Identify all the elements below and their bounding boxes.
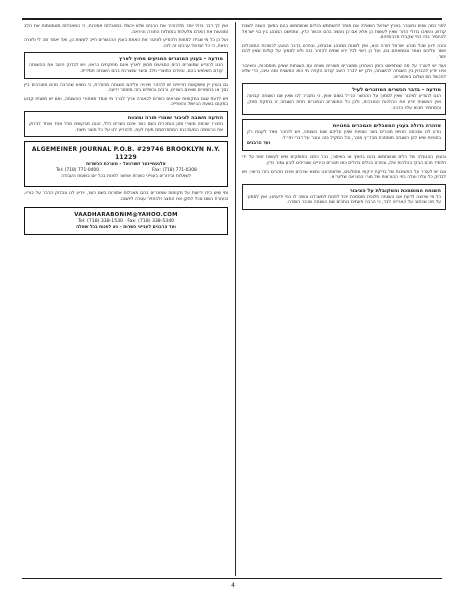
notice-text: הננו להודיע לציבור שאין לסמוך על ההכשר הנ״ל בשום אופן, כי נתברר לנו שאין שם השגחה קבועה ואין המשגיח יודע את ההלכות הנצרכות, ולכן כל המוצרים הנמכרים תחת השגחה זו בחזקת ספק, והמחמיר תבוא עליו ברכה. xyxy=(247,94,441,111)
column-divider xyxy=(235,22,236,576)
supervision-heading: השגחה המוסמכת והמקובלת על הציבור xyxy=(349,187,441,194)
article-paragraph: ואין לך דבר גדול יותר מלהזהיר את הרבים שלא יכשלו במאכלות אסורות, כי המאכלות מטמטמות את הלב ומונעות את האדם מלעלות במעלות התורה והיראה. xyxy=(24,24,228,35)
announcement-heading: הודעה חשובה לציבור שומרי תורה ומצוות xyxy=(127,114,223,121)
top-rule xyxy=(22,18,442,20)
notice-text: הננו להודיע שמוצרים רבים המגיעים מחוץ לארץ אינם מפוקחים כראוי, ויש לבדוק היטב את ההשגחה קודם השימוש בהם, ובפרט במוצרי חלב ובשר שנצרכת בהם השגחה תמידית. xyxy=(29,63,223,74)
signature: ועד הרבנים xyxy=(247,141,271,147)
bottom-rule xyxy=(22,578,442,579)
article-paragraph: לפני כמה שנים נתעורר בארץ ישראל השאלה אם מותר להשתמש בכלים שנשתמשו בהם במשך השנה לשבת קודש, והשיבו גדולי הדור שאין לעשות כן אלא אם כן נעשה בהם הכשר כדין, ונתפשט המנהג בין בני ישראל להחמיר בזה כפי שקבלו מרבותיהם. xyxy=(242,24,446,41)
article-paragraph: ובענין ההגעלה של כלים שנשתמשו בהם בחמץ או באיסור, כבר כתבו הפוסקים שיש לעשות זאת על ידי תלמיד חכם הבקי בהלכות אלו, ובפרט בכלים גדולים כמו תנורים וכיריים שצריכים ליבון גמור כדין. xyxy=(242,155,446,166)
right-column xyxy=(242,24,446,214)
article-paragraph: והנה ידוע שכל מנהג ישראל תורה הוא, ואין לשנות ממנהג אבותינו, ובפרט בדבר הנוגע לכשרות המאכלים אשר עליהם נאמר ונטמאתם בם, ועל כן ראוי לכל ירא שמים להזהר בזה ולא לסמוך על קולות שאין להם יסוד. xyxy=(242,43,446,60)
warning-text: נודע לנו שבכמה חנויות מוכרים בשר ועופות שאין עליהם שום השגחה, ויש להזהר מאד לקנות רק בחנויות שיש להן השגחה מוסמכת מבד״ץ מוכר, וכל המקיל בזה עובר על דברי חז״ל. xyxy=(247,130,441,141)
ad-subtitle: אלגעמיינער זשורנאל – מערכת הכשרות xyxy=(86,162,166,168)
notice-box xyxy=(242,83,446,115)
article-paragraph: ועוד יש לעורר על מה שנתפשט בזמן האחרון שמוכרים מוצרים שונים עם השגחות שאינן מוסמכות, והציבור אינו יודע להבחין בין השגחה להשגחה, ולכן יש לברר היטב קודם הקניה מי הוא המשגיח ומה טיבו, כדי שלא להכשל חס ושלום באיסורים. xyxy=(242,63,446,80)
announcement-box xyxy=(24,111,228,137)
vaad-ad xyxy=(24,207,228,236)
warning-box xyxy=(242,119,446,151)
ad-contact-line: Tel: (718) 338-1530 · Fax: (718) 338-5340 xyxy=(77,218,175,224)
warning-heading: אזהרה גדולה בענין המאכלים הנמכרים בחנויות xyxy=(332,123,441,130)
ad-fax: Fax: (718) 771-0308 xyxy=(152,167,197,173)
ad-note: לשאלות ובירורים בענייני כשרות אפשר לפנות בכל יום בשעות העבודה xyxy=(61,173,191,179)
ad-phone: Tel: (718) 771-0400 xyxy=(55,167,100,173)
page-number: 4 xyxy=(231,582,235,589)
article-paragraph: גם בענין יין ומשקאות חריפים יש להזהר שיהיה עליהם השגחה מהודרת, כי נמצא שהרבה מהם מעורבים ביין נסך או בחומרים שאינם כשרים, ורבים נכשלים בזה מחוסר ידיעה. xyxy=(24,82,228,94)
ad-subtitle: ועד הרבנים לענייני כשרות – נא לפנות בכל שאלה xyxy=(76,224,176,230)
article-paragraph: ועל כן כל מי שבידו למחות ולהודיע לציבור את האמת בענין ההכשרים חייב לעשות כן, ואל יאמר מה לי ולצרה הזאת, כי כל ישראל ערבים זה לזה. xyxy=(24,38,228,49)
article-paragraph: וגם יש לעורר על החשיבות של בדיקת ירקות מתולעים, שלאחרונה נמצא שרבים אינם נזהרים בזה כראוי, ויש לבדוק כל עלה ועלה כפי ההוראות של מורי ההוראה שליט״א. xyxy=(242,169,446,181)
notice-heading: מודעה – בענין המוצרים המגיעים מחוץ לארץ xyxy=(119,56,223,63)
supervision-text: כל מי שרוצה לדעת אם השגחה פלונית מוסמכת יכול לפנות למשרדנו ונשיב לו כפי ידיעתנו, ואין לסמוך על מה שכתוב על האריזה לבד, כי הרבה פעמים כותבים שם השגחה שכבר הוסרה. xyxy=(247,194,441,206)
announcement-text: נתברר שכמה מוצרי מזון הנמכרים בשם כשר אינם כשרים כלל, והננו מבקשים מכל אחד ואחד לבדוק את הרשימה המעודכנת המתפרסמת מעת לעת, ולהודיע לנו על כל מוצר חשוד. xyxy=(29,121,223,133)
email-address[interactable]: VAADHARABONIM@YAHOO.COM xyxy=(74,211,178,218)
article-paragraph: ומי שיש בידו ידיעות על מקומות שמוכרים בהם מאכלות אסורות בשם כשר, יודיע לנו ונבדוק הדבר על בוריו, ובעזרת השם נוכל לתקן את המצב ולהחזיר עטרה ליושנה. xyxy=(24,191,228,202)
ad-contact-row xyxy=(29,168,223,174)
notice-box xyxy=(24,52,228,78)
left-column xyxy=(24,24,228,239)
ad-title: ALGEMEINER JOURNAL P.O.B. #29746 BROOKLYN N.Y. 11229 xyxy=(31,146,221,162)
journal-ad xyxy=(24,141,228,187)
supervision-box xyxy=(242,184,446,210)
notice-heading: מודעה – בדבר הכשרים המוזכרים לעיל xyxy=(352,87,441,94)
article-paragraph: ויש לדעת שגם במקומות שנראים כשרים לכאורה צריך לברר מי עומד מאחורי ההשגחה, ואם יש משגיח קבוע במקום בשעת הבישול והאפייה. xyxy=(24,96,228,108)
